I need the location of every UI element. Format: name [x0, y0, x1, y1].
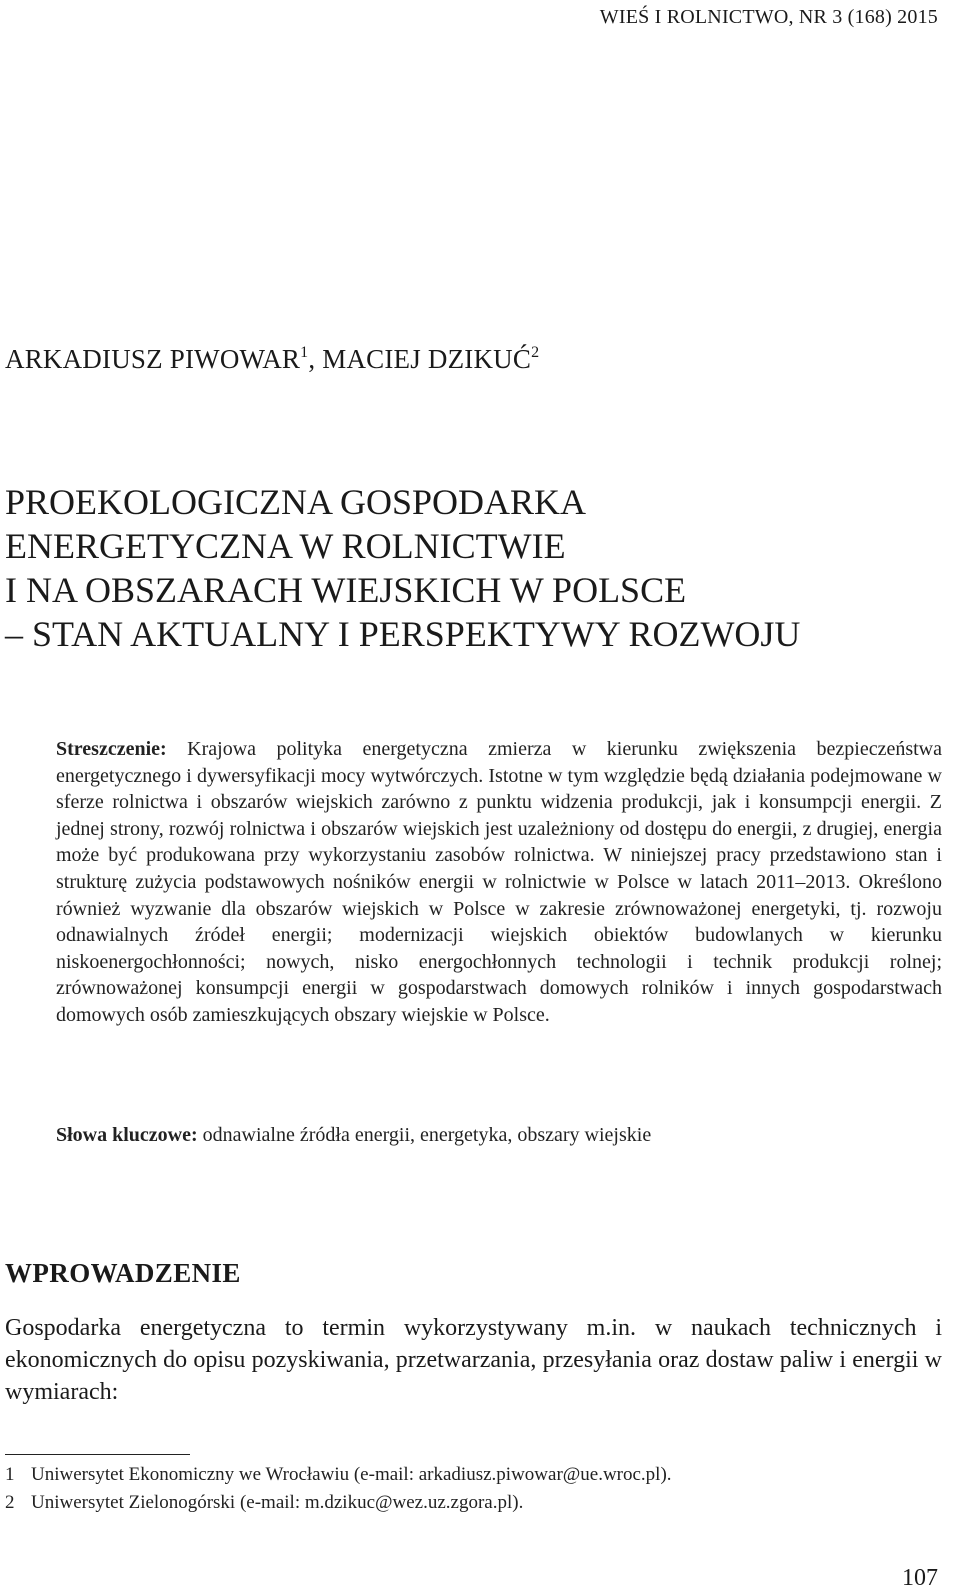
abstract-text: Krajowa polityka energetyczna zmierza w kierunku zwiększenia bezpieczeństwa energetycznego i dywersyfikacji mocy wytwórczych. Istotne w tym względzie będą działania podejmowane w sferze rolnictwa i obszarów wiejskich zarówno z punktu widzenia produkcji, jak i konsumpcji energii. Z jednej strony, rozwój rolnictwa i obszarów wiejskich jest uzależniony od dostępu do energii, z drugiej, energia może być produkowana przy wykorzystaniu zasobów rolnictwa. W niniejszej pracy przedstawiono stan i strukturę zużycia podstawowych nośników energii w rolnictwie w Polsce w latach 2011–2013. Określono również wyzwanie dla obszarów wiejskich w Polsce w zakresie zrównoważonej energetyki, tj. rozwoju odnawialnych źródeł energii; modernizacji wiejskich obiektów budowlanych w kierunku niskoenergochłonności; nowych, nisko energochłonnych technologii i technik produkcji rolnej; zrównoważonej konsumpcji energii w gospodarstwach domowych rolników i innych gospodarstwach domowych osób zamieszkujących obszary wiejskie w Polsce. [56, 738, 942, 1026]
abstract [56, 736, 942, 1029]
footnote-number: 2 [5, 1492, 15, 1513]
title-line: ENERGETYCZNA W ROLNICTWIE [5, 526, 566, 566]
section-heading: WPROWADZENIE [5, 1258, 241, 1288]
article-title [5, 480, 935, 656]
footnote-text: Uniwersytet Zielonogórski (e-mail: m.dzikuc@wez.uz.zgora.pl). [31, 1492, 524, 1513]
title-line: – STAN AKTUALNY I PERSPEKTYWY ROZWOJU [5, 614, 801, 654]
author-line [5, 344, 539, 375]
affiliation-ref[interactable]: 1 [300, 344, 309, 361]
title-line: PROEKOLOGICZNA GOSPODARKA [5, 482, 587, 522]
intro-paragraph: Gospodarka energetyczna to termin wykorzystywany m.in. w naukach technicznych i ekonomicznych do opisu pozyskiwania, przetwarzania, przesyłania oraz dostaw paliw i energii w wymiarach: [5, 1315, 942, 1405]
author-name: MACIEJ DZIKUĆ [322, 344, 532, 374]
author-separator: , [308, 344, 323, 374]
author-name: ARKADIUSZ PIWOWAR [5, 344, 301, 374]
footnote-number: 1 [5, 1464, 15, 1485]
keywords-text: odnawialne źródła energii, energetyka, obszary wiejskie [197, 1124, 652, 1146]
footnote [5, 1492, 523, 1514]
running-header: WIEŚ I ROLNICTWO, NR 3 (168) 2015 [599, 6, 938, 28]
abstract-label: Streszczenie: [56, 738, 167, 760]
page-number: 107 [902, 1565, 938, 1591]
keywords-label: Słowa kluczowe: [56, 1124, 198, 1146]
keywords [56, 1124, 942, 1147]
footnote-divider [5, 1454, 190, 1455]
affiliation-ref[interactable]: 2 [531, 344, 540, 361]
footnote [5, 1464, 672, 1486]
footnote-text: Uniwersytet Ekonomiczny we Wrocławiu (e-mail: arkadiusz.piwowar@ue.wroc.pl). [31, 1464, 672, 1485]
title-line: I NA OBSZARACH WIEJSKICH W POLSCE [5, 570, 687, 610]
